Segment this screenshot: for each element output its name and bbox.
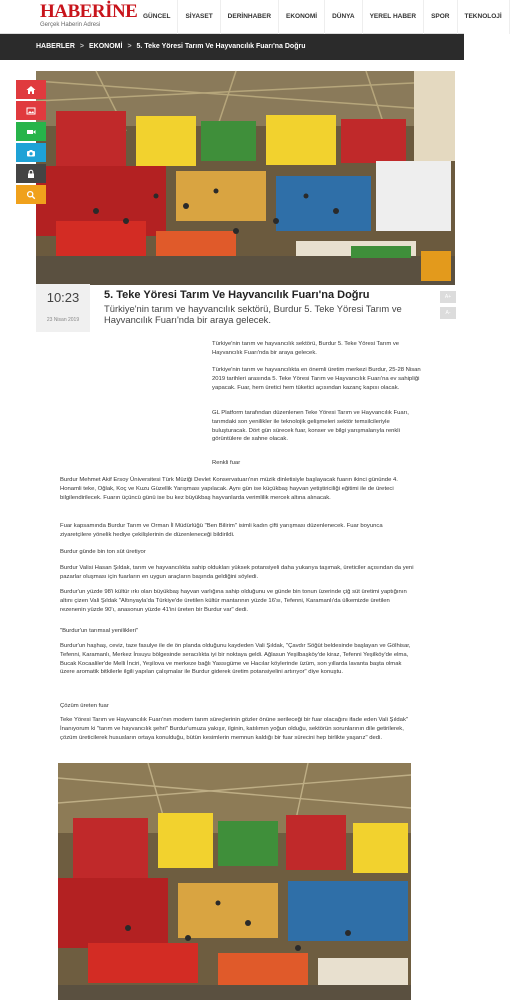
breadcrumb-ekonomi[interactable]: EKONOMİ bbox=[88, 43, 123, 50]
side-toolbar bbox=[16, 80, 46, 206]
search-icon bbox=[26, 190, 36, 200]
nav-item-siyaset[interactable]: SİYASET bbox=[178, 0, 220, 34]
breadcrumb-haberler[interactable]: HABERLER bbox=[36, 43, 75, 50]
breadcrumb-separator: > bbox=[127, 43, 132, 50]
article-subheading: "Burdur'un tarımsal yenilikleri" bbox=[60, 628, 138, 634]
nav-item-guncel[interactable]: GÜNCEL bbox=[136, 0, 178, 34]
breadcrumb-current: 5. Teke Yöresi Tarım Ve Hayvancılık Fuarı'na Doğru bbox=[136, 43, 306, 50]
photo-icon bbox=[26, 106, 36, 116]
hero-photo-fair-hall bbox=[36, 71, 455, 285]
font-increase-button[interactable]: A+ bbox=[440, 291, 456, 303]
article-paragraph: Türkiye'nin tarım ve hayvancılıkta en önemli üretim merkezi Burdur, 25-28 Nisan 2019 tarihleri arasında 5. Teke Yöresi Tarım ve Hayvancılık Fuarı'na ev sahipliği yapacak. Fuar, hem üretici hem tüketici açısından kazanç kapısı olacak. bbox=[212, 367, 421, 391]
article-title: 5. Teke Yöresi Tarım Ve Hayvancılık Fuarı'na Doğru bbox=[104, 289, 370, 301]
nav-item-ekonomi[interactable]: EKONOMİ bbox=[279, 0, 325, 34]
article-paragraph: Burdur'un haşhaş, ceviz, taze fasulye ile de ön planda olduğunu kaydeden Vali Şıldak, "Çavdır Söğüt beldesinde başlayan ve Gölhisar, Tefenni, Karamanlı, Merkez İnsuyu bölgesinde seracılıkta iyi bir noktaya geldi. Ağlasun Yeşilbaşköy'de kiraz, Tefenni Yeşilköy'de elma, Bucak Kocaaliler'de Melli İnciri, Yeşilova ve merkeze bağlı Yassıgüme ve Hacılar köylerinde üzüm, son yıllarda lavanta başta olmak üzere aromatik bitkilerle ilgili yapılan çalışmalar ile Burdur giderek üretim potansiyelini artırıyor" diye konuştu. bbox=[60, 643, 411, 676]
article-paragraph: GL Platform tarafından düzenlenen Teke Yöresi Tarım ve Hayvancılık Fuarı, tarımdaki son yenilikler ile teknolojik gelişmeleri sektör temsilcileriyle buluşturacak. Dört gün sürecek fuar, konser ve bilgi yarışmalarıyla renkli görüntülere de sahne olacak. bbox=[212, 410, 409, 443]
article-paragraph: Fuar kapsamında Burdur Tarım ve Orman İl Müdürlüğü "Ben Bilirim" isimli kadın çifti yarışması düzenlenecek. Fuar boyunca ziyaretçilere yönelik hediye çekilişlerinin de düzenleneceği bildirildi. bbox=[60, 523, 383, 538]
home-button[interactable] bbox=[16, 80, 46, 99]
breadcrumb-separator: > bbox=[79, 43, 84, 50]
login-button[interactable] bbox=[16, 164, 46, 183]
nav-item-spor[interactable]: SPOR bbox=[424, 0, 457, 34]
article-subheading: Çözüm üreten fuar bbox=[60, 703, 109, 709]
article-paragraph: Türkiye'nin tarım ve hayvancılık sektörü, Burdur 5. Teke Yöresi Tarım ve Hayvancılık Fuarı'nda bir araya gelecek. bbox=[212, 341, 400, 356]
nav-item-teknoloji[interactable]: TEKNOLOJİ bbox=[458, 0, 510, 34]
publish-date: 23 Nisan 2019 bbox=[46, 317, 80, 323]
breadcrumb-bar bbox=[0, 34, 464, 60]
camera-icon bbox=[26, 148, 36, 158]
article-paragraph: Burdur Mehmet Akif Ersoy Üniversitesi Türk Müziği Devlet Konservatuarı'nın müzik dinletisiyle başlayacak fuarın ikinci gününde 4. Honamli teke, Oğlak, Koç ve Kuzu Güzellik Yarışması yapılacak. Aynı gün ise küçükbaş hayvan yetiştiriciliği eğitimi ile de üreteci bilgilendirilecek. Fuarın üçüncü günü ise bu kez büyükbaş hayvanlarda verimlilik mercek altına alınacak. bbox=[60, 477, 398, 501]
font-size-controls bbox=[440, 291, 456, 323]
video-icon bbox=[26, 127, 36, 137]
article-paragraph: Burdur Valisi Hasan Şıldak, tarım ve hayvancılıkta sahip oldukları yüksek potansiyeli daha yukarıya taşımak, üreticiler açısından da yeni pazarlar oluşması için fuarların en uygun araçların başında geldiğini söyledi. bbox=[60, 565, 414, 580]
font-decrease-button[interactable]: A- bbox=[440, 307, 456, 319]
video-button[interactable] bbox=[16, 122, 46, 141]
nav-item-derinhaber[interactable]: DERİNHABER bbox=[221, 0, 279, 34]
photo-gallery-button[interactable] bbox=[16, 101, 46, 120]
site-header bbox=[0, 0, 502, 34]
article-lead: Türkiye'nin tarım ve hayvancılık sektörü, Burdur 5. Teke Yöresi Tarım ve Hayvancılık Fuarı'nda bir araya gelecek. bbox=[104, 303, 402, 325]
home-icon bbox=[26, 85, 36, 95]
site-logo[interactable] bbox=[40, 2, 137, 29]
main-nav bbox=[136, 0, 510, 34]
article-photo bbox=[58, 763, 411, 1000]
camera-button[interactable] bbox=[16, 143, 46, 162]
nav-item-dunya[interactable]: DÜNYA bbox=[325, 0, 363, 34]
article-paragraph: Burdur'un yüzde 98'i kültür ırkı olan büyükbaş hayvan varlığına sahip olduğunu ve günde bin tonun üzerinde çiğ süt üretimi yaptığının altını çizen Vali Şıldak "Altınyayla'da Türkiye'de üretilen kültür mantarının yüzde 16'sı, Tefenni, Karamanlı'da ülkemizde üretilen rezenenin yüzde 90'ı, anasonun yüzde 41'ini üreten bir Burdur var" dedi. bbox=[60, 589, 407, 613]
publish-time: 10:23 bbox=[46, 290, 80, 305]
article-paragraph: Teke Yöresi Tarım ve Hayvancılık Fuarı'nın modern tarım süreçlerinin gözler önüne serileceği bir fuar olacağını ifade eden Vali Şıldak" İnanıyorum ki "tarım ve hayvancılık şehri" Burdur'umuza yakışır, ilginin, katılımın yoğun olduğu, sektörün sorunlarının dile getirilerek, çözüm üreticilerek hususların ortaya konulduğu, bütün kesimlerin memnun kaldığı bir fuar sürecini hep birlikte yaşarız" dedi. bbox=[60, 717, 408, 741]
logo-text: HABERİNE bbox=[40, 1, 138, 22]
hero-photo bbox=[36, 71, 455, 285]
publish-time-box bbox=[36, 284, 90, 332]
article-subheading: Renkli fuar bbox=[212, 460, 241, 466]
nav-item-yerel-haber[interactable]: YEREL HABER bbox=[363, 0, 424, 34]
breadcrumb bbox=[36, 34, 306, 60]
search-button[interactable] bbox=[16, 185, 46, 204]
lock-icon bbox=[26, 169, 36, 179]
logo-tagline: Gerçek Haberin Adresi bbox=[40, 22, 101, 28]
article-photo-fair-hall bbox=[58, 763, 411, 1000]
article-subheading: Burdur günde bin ton süt üretiyor bbox=[60, 549, 146, 555]
